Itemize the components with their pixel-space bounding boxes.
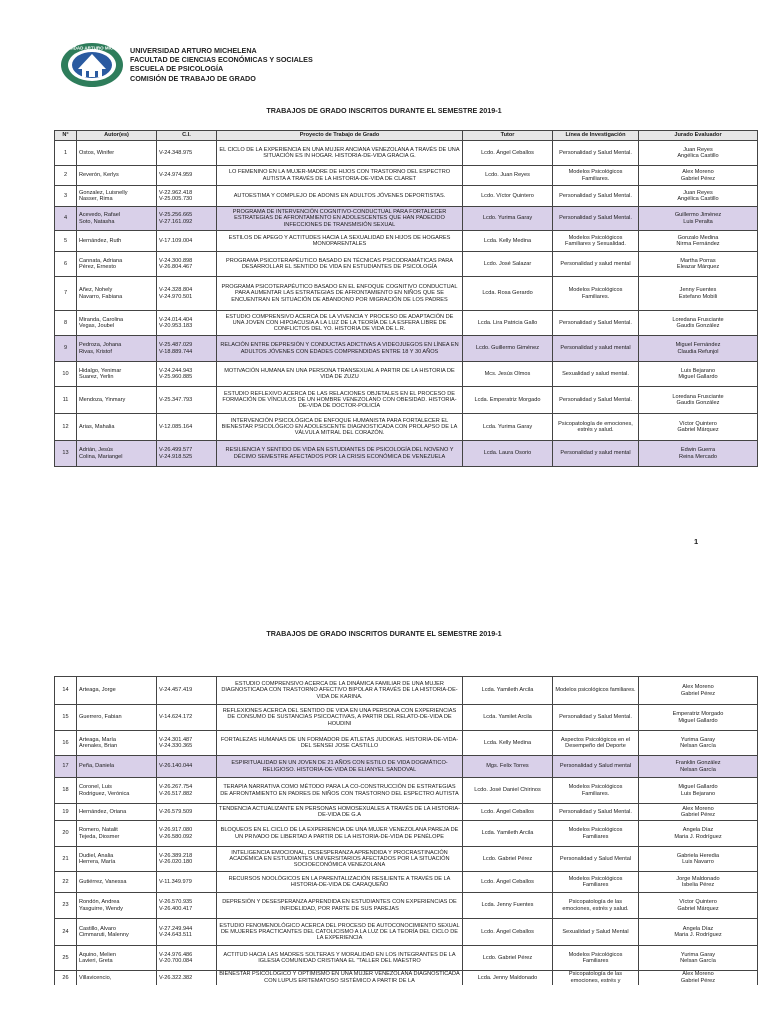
- id-cell: V-26.140.044: [157, 756, 217, 778]
- id-cell: V-24.976.486 V-20.700.084: [157, 946, 217, 971]
- author-cell: Hidalgo, Yenimar Suarez, Yerlin: [77, 362, 157, 387]
- table-row: [55, 441, 758, 467]
- row-number: 17: [55, 756, 77, 778]
- table-row: [55, 756, 758, 778]
- row-number: 16: [55, 731, 77, 756]
- tutor-cell: Lcdo. Guillermo Giménez: [463, 336, 553, 362]
- id-cell: V-25.256.665 V-27.161.092: [157, 207, 217, 231]
- row-number: 24: [55, 919, 77, 946]
- id-cell: V-25.487.029 V-18.889.744: [157, 336, 217, 362]
- row-number: 20: [55, 821, 77, 847]
- project-cell: EL CICLO DE LA EXPERIENCIA EN UNA MUJER ANCIANA VENEZOLANA A TRAVÉS DE UNA SITUACIÓN ES IN HOGAR. HISTORIA-DE-VIDA GRACIA G.: [217, 141, 463, 166]
- author-cell: Adrián, Jesús Colina, Mariangel: [77, 441, 157, 467]
- tutor-cell: Lcda. Yamilet Arcila: [463, 705, 553, 731]
- jury-cell: Víctor Quintero Gabriel Márquez: [639, 893, 758, 919]
- research-line-cell: Personalidad y Salud Mental.: [553, 705, 639, 731]
- tutor-cell: Lcdo. José Salazar: [463, 252, 553, 277]
- table-row: [55, 414, 758, 441]
- research-line-cell: Modelos Psicológicos Familiares y Sexualidad.: [553, 231, 639, 252]
- jury-cell: Alex Moreno Gabriel Pérez: [639, 166, 758, 186]
- table-row: [55, 893, 758, 919]
- author-cell: Romero, Natalit Tejeda, Diosmer: [77, 821, 157, 847]
- jury-cell: Angela Díaz Maria J. Rodríguez: [639, 821, 758, 847]
- row-number: 21: [55, 847, 77, 872]
- author-cell: Mendoza, Yinmary: [77, 387, 157, 414]
- institution-header: [52, 42, 620, 92]
- commission-name: COMISIÓN DE TRABAJO DE GRADO: [130, 73, 256, 83]
- row-number: 1: [55, 141, 77, 166]
- jury-cell: Miguel Fernández Claudia Refunjol: [639, 336, 758, 362]
- tutor-cell: Lcdo. Víctor Quintero: [463, 186, 553, 207]
- col-header-number: N°: [55, 131, 77, 141]
- research-line-cell: Psicopatología de las emociones, estrés y: [553, 971, 639, 985]
- table-row: [55, 847, 758, 872]
- table-row: [55, 336, 758, 362]
- tutor-cell: Mgs. Felix Torres: [463, 756, 553, 778]
- author-cell: Arias, Mahalia: [77, 414, 157, 441]
- id-cell: V-22.962.418 V-25.005.730: [157, 186, 217, 207]
- id-cell: V-25.347.793: [157, 387, 217, 414]
- table-row: [55, 166, 758, 186]
- research-line-cell: Personalidad y Salud Mental.: [553, 804, 639, 821]
- tutor-cell: Lcda. Laura Osorio: [463, 441, 553, 467]
- jury-cell: Juan Reyes Angélica Castillo: [639, 141, 758, 166]
- jury-cell: Loredana Frusciante Gaudis González: [639, 311, 758, 336]
- table-row: [55, 186, 758, 207]
- project-cell: INTERVENCIÓN PSICOLÓGICA DE ENFOQUE HUMANISTA PARA FORTALECER EL BIENESTAR PSICOLÓGICO EN ADOLESCENTE DIAGNOSTICADA CON PROLAPSO DE LA VÁLVULA MITRAL DEL CORAZÓN.: [217, 414, 463, 441]
- research-line-cell: Sexualidad y salud mental.: [553, 362, 639, 387]
- table-row: [55, 804, 758, 821]
- logo-text: UNIVERSIDAD ARTURO MICHELENA: [52, 45, 132, 51]
- id-cell: V-26.917.080 V-26.580.092: [157, 821, 217, 847]
- table-row: [55, 971, 758, 985]
- table-row: [55, 311, 758, 336]
- jury-cell: Emperatriz Morgado Miguel Gallardo: [639, 705, 758, 731]
- research-line-cell: Personalidad y Salud mental: [553, 756, 639, 778]
- tutor-cell: Lcda. Yamileth Arcila: [463, 677, 553, 705]
- author-cell: Cannata, Adriana Pérez, Ernesto: [77, 252, 157, 277]
- row-number: 4: [55, 207, 77, 231]
- research-line-cell: Modelos Psicológicos Familiares: [553, 872, 639, 893]
- thesis-table-page2: [54, 676, 758, 985]
- id-cell: V-11.349.979: [157, 872, 217, 893]
- tutor-cell: Lcda. Jenny Fuentes: [463, 893, 553, 919]
- id-cell: V-12.085.164: [157, 414, 217, 441]
- research-line-cell: Modelos Psicológicos Familiares.: [553, 277, 639, 311]
- tutor-cell: Lcda. Kelly Medina: [463, 731, 553, 756]
- author-cell: Ostos, Winifer: [77, 141, 157, 166]
- research-line-cell: Personalidad y Salud Mental.: [553, 141, 639, 166]
- row-number: 18: [55, 778, 77, 804]
- project-cell: TENDENCIA ACTUALIZANTE EN PERSONAS HOMOSEXUALES A TRAVÉS DE LA HISTORIA-DE-VIDA DE G.A: [217, 804, 463, 821]
- table-row: [55, 387, 758, 414]
- project-cell: FORTALEZAS HUMANAS DE UN FORMADOR DE ATLETAS JUDOKAS. HISTORIA-DE-VIDA-DEL SENSEI JOSE CASTILLO: [217, 731, 463, 756]
- research-line-cell: Aspectos Psicológicos en el Desempeño del Deporte: [553, 731, 639, 756]
- id-cell: V-17.109.004: [157, 231, 217, 252]
- row-number: 11: [55, 387, 77, 414]
- row-number: 23: [55, 893, 77, 919]
- jury-cell: Luis Bejarano Miguel Gallardo: [639, 362, 758, 387]
- project-cell: BIENESTAR PSICOLÓGICO Y OPTIMISMO EN UNA MUJER VENEZOLANA DIAGNOSTICADA CON LUPUS ERITEMATOSO SISTÉMICO A PARTIR DE LA: [217, 971, 463, 985]
- research-line-cell: Personalidad y Salud Mental.: [553, 186, 639, 207]
- table-row: [55, 277, 758, 311]
- project-cell: TERAPIA NARRATIVA COMO MÉTODO PARA LA CO-CONSTRUCCIÓN DE ESTRATEGIAS DE AFRONTAMIENTO EN PADRES DE NIÑOS CON TRASTORNO DEL ESPECTRO AUTISTA: [217, 778, 463, 804]
- table-row: [55, 705, 758, 731]
- tutor-cell: Lcdo. Ángel Ceballos: [463, 804, 553, 821]
- id-cell: V-24.328.804 V-24.970.501: [157, 277, 217, 311]
- jury-cell: Alex Moreno Gabriel Pérez: [639, 677, 758, 705]
- project-cell: PROGRAMA PSICOTERAPÉUTICO BASADO EN TÉCNICAS PSICODRAMÁTICAS PARA DESARROLLAR EL SENTIDO DE VIDA EN ESTUDIANTES DE PSICOLOGÍA: [217, 252, 463, 277]
- id-cell: V-27.249.944 V-24.643.511: [157, 919, 217, 946]
- project-cell: ESTUDIO REFLEXIVO ACERCA DE LAS RELACIONES OBJETALES EN EL PROCESO DE FORMACIÓN DE VÍNCULOS DE UN HOMBRE VENEZOLANO CON OBESIDAD. HISTORIA-DE-VIDA DE DOCTOR-POLICÍA: [217, 387, 463, 414]
- jury-cell: Angela Díaz Maria J. Rodríguez: [639, 919, 758, 946]
- tutor-cell: Lcdo. José Daniel Chirinos: [463, 778, 553, 804]
- project-cell: PROGRAMA PSICOTERAPÉUTICO BASADO EN EL ENFOQUE COGNITIVO CONDUCTUAL PARA AUMENTAR LAS ESTRATEGIAS DE AFRONTAMIENTO EN NIÑOS QUE SE ENCUENTRAN EN SITUACIÓN DE ABANDONO POR MIGRACIÓN DE LOS PADRES: [217, 277, 463, 311]
- table-row: [55, 677, 758, 705]
- project-cell: ESTUDIO FENOMENOLÓGICO ACERCA DEL PROCESO DE AUTOCONOCIMIENTO SEXUAL DE MUJERES PRACTICANTES DEL CATOLICISMO A LA LUZ DE LA TEORÍA DEL CICLO DE LA EXPERIENCIA: [217, 919, 463, 946]
- row-number: 2: [55, 166, 77, 186]
- research-line-cell: Personalidad y salud mental: [553, 252, 639, 277]
- tutor-cell: Lcdo. Gabriel Pérez: [463, 946, 553, 971]
- tutor-cell: Lcdo. Gabriel Pérez: [463, 847, 553, 872]
- jury-cell: Gabriela Heredia Luis Navarro: [639, 847, 758, 872]
- research-line-cell: Personalidad y Salud Mental.: [553, 207, 639, 231]
- jury-cell: Martha Porras Eleazar Márquez: [639, 252, 758, 277]
- tutor-cell: Lcda. Kelly Medina: [463, 231, 553, 252]
- id-cell: V-24.348.975: [157, 141, 217, 166]
- author-cell: Acevedo, Rafael Soto, Natasha: [77, 207, 157, 231]
- tutor-cell: Lcda. Emperatriz Morgado: [463, 387, 553, 414]
- university-logo: [52, 42, 132, 88]
- id-cell: V-24.457.419: [157, 677, 217, 705]
- id-cell: V-26.579.509: [157, 804, 217, 821]
- table-row: [55, 778, 758, 804]
- table-row: [55, 252, 758, 277]
- tutor-cell: Lcda. Lira Patricia Gallo: [463, 311, 553, 336]
- project-cell: AUTOESTIMA Y COMPLEJO DE ADONIS EN ADULTOS JÓVENES DEPORTISTAS.: [217, 186, 463, 207]
- row-number: 7: [55, 277, 77, 311]
- project-cell: INTELIGENCIA EMOCIONAL, DESESPERANZA APRENDIDA Y PROCRASTINACIÓN ACADÉMICA EN ESTUDIANTES UNIVERSITARIOS AFECTADOS POR LA SITUACIÓN SOCIOECONÓMICA VENEZOLANA: [217, 847, 463, 872]
- project-cell: BLOQUEOS EN EL CICLO DE LA EXPERIENCIA DE UNA MUJER VENEZOLANA PAREJA DE UN PRIVADO DE LIBERTAD A PARTIR DE LA HISTORIA-DE-VIDA DE PENÉLOPE: [217, 821, 463, 847]
- author-cell: Rondón, Andrea Yasguirre, Wendy: [77, 893, 157, 919]
- institution-lines: [130, 46, 313, 83]
- author-cell: Hernández, Ruth: [77, 231, 157, 252]
- project-cell: ESTUDIO COMPRENSIVO ACERCA DE LA DINÁMICA FAMILIAR DE UNA MUJER DIAGNOSTICADA CON TRASTORNO AFECTIVO BIPOLAR A TRAVÉS DE LA HISTORIA-DE-VIDA DE KARINA.: [217, 677, 463, 705]
- author-cell: Aquino, Melien Lavieri, Greta: [77, 946, 157, 971]
- author-cell: Castillo, Alvaro Cimmaruti, Malenny: [77, 919, 157, 946]
- project-cell: RECURSOS NOOLÓGICOS EN LA PARENTALIZACIÓN RESILIENTE A TRAVÉS DE LA HISTORIA-DE-VIDA DE CARAQUEÑO: [217, 872, 463, 893]
- research-line-cell: Sexualidad y Salud Mental: [553, 919, 639, 946]
- jury-cell: Edwin Guerra Reina Mercado: [639, 441, 758, 467]
- row-number: 15: [55, 705, 77, 731]
- jury-cell: Alex Moreno Gabriel Pérez: [639, 804, 758, 821]
- tutor-cell: Lcda. Yamileth Arcila: [463, 821, 553, 847]
- research-line-cell: Modelos psicológicos familiares.: [553, 677, 639, 705]
- project-cell: RESILIENCIA Y SENTIDO DE VIDA EN ESTUDIANTES DE PSICOLOGÍA DEL NOVENO Y DÉCIMO SEMESTRE AFECTADOS POR LA CRISIS ECONÓMICA DE VENEZUELA: [217, 441, 463, 467]
- row-number: 13: [55, 441, 77, 467]
- row-number: 10: [55, 362, 77, 387]
- page-number: 1: [694, 537, 699, 546]
- col-header-research-line: Línea de Investigación: [553, 131, 639, 141]
- author-cell: Gonzalez, Luisnelly Nasser, Rima: [77, 186, 157, 207]
- jury-cell: Miguel Gallardo Luis Bejarano: [639, 778, 758, 804]
- table-row: [55, 872, 758, 893]
- research-line-cell: Modelos Psicológicos Familiares.: [553, 778, 639, 804]
- jury-cell: Yurima Garay Nelsan García: [639, 946, 758, 971]
- tutor-cell: Lcdo. Ángel Ceballos: [463, 919, 553, 946]
- id-cell: V-26.499.577 V-24.918.525: [157, 441, 217, 467]
- table-row: [55, 731, 758, 756]
- author-cell: Coronel, Luis Rodriguez, Verónica: [77, 778, 157, 804]
- row-number: 25: [55, 946, 77, 971]
- page-title-2: TRABAJOS DE GRADO INSCRITOS DURANTE EL SEMESTRE 2019-1: [266, 629, 502, 638]
- jury-cell: Juan Reyes Angélica Castillo: [639, 186, 758, 207]
- research-line-cell: Personalidad y Salud Mental: [553, 847, 639, 872]
- table-row: [55, 946, 758, 971]
- author-cell: Añez, Nohely Navarro, Fabiana: [77, 277, 157, 311]
- jury-cell: Víctor Quintero Gabriel Márquez: [639, 414, 758, 441]
- col-header-tutor: Tutor: [463, 131, 553, 141]
- id-cell: V-24.014.404 V-20.953.183: [157, 311, 217, 336]
- author-cell: Dudiel, Analia Herrera, María: [77, 847, 157, 872]
- research-line-cell: Personalidad y Salud Mental.: [553, 311, 639, 336]
- research-line-cell: Personalidad y salud mental: [553, 441, 639, 467]
- jury-cell: Gonzalo Medina Nirma Fernández: [639, 231, 758, 252]
- jury-cell: Guillermo Jiménez Luis Peralta: [639, 207, 758, 231]
- project-cell: PROGRAMA DE INTERVENCIÓN COGNITIVO-CONDUCTUAL PARA FORTALECER ESTRATEGIAS DE AFRONTAMIENTO EN ADOLESCENTES QUE HAN PADECIDO INFECCIONES DE TRANSMISIÓN SEXUAL: [217, 207, 463, 231]
- row-number: 12: [55, 414, 77, 441]
- author-cell: Hernández, Oriana: [77, 804, 157, 821]
- research-line-cell: Modelos Psicológicos Familiares.: [553, 166, 639, 186]
- research-line-cell: Personalidad y Salud Mental.: [553, 387, 639, 414]
- project-cell: DEPRESIÓN Y DESESPERANZA APRENDIDA EN ESTUDIANTES CON EXPERIENCIAS DE INFIDELIDAD, POR PARTE DE SUS PAREJAS: [217, 893, 463, 919]
- id-cell: V-24.301.487 V-24.330.365: [157, 731, 217, 756]
- table-row: [55, 231, 758, 252]
- author-cell: Arteaga, María Arenales, Brian: [77, 731, 157, 756]
- project-cell: RELACIÓN ENTRE DEPRESIÓN Y CONDUCTAS ADICTIVAS A VIDEOJUEGOS EN LÍNEA EN ADULTOS JÓVENES CON EDADES COMPRENDIDAS ENTRE 18 Y 30 AÑOS: [217, 336, 463, 362]
- table-header-row: [55, 131, 758, 141]
- table-row: [55, 141, 758, 166]
- author-cell: Pedroza, Johana Rivas, Kristof: [77, 336, 157, 362]
- table-row: [55, 919, 758, 946]
- research-line-cell: Psicopatología de las emociones, estrés y salud.: [553, 893, 639, 919]
- jury-cell: Franklin González Nelsan García: [639, 756, 758, 778]
- id-cell: V-24.244.943 V-25.960.885: [157, 362, 217, 387]
- tutor-cell: Lcdo. Juan Reyes: [463, 166, 553, 186]
- row-number: 5: [55, 231, 77, 252]
- row-number: 9: [55, 336, 77, 362]
- project-cell: ESPIRITUALIDAD EN UN JOVEN DE 21 AÑOS CON ESTILO DE VIDA DOGMÁTICO-RELIGIOSO. HISTORIA-DE-VIDA DE ELIANYEL SANDOVAL: [217, 756, 463, 778]
- id-cell: V-24.974.959: [157, 166, 217, 186]
- table-row: [55, 207, 758, 231]
- university-name: UNIVERSIDAD ARTURO MICHELENA: [130, 46, 257, 55]
- col-header-jury: Jurado Evaluador: [639, 131, 758, 141]
- author-cell: Guerrero, Fabian: [77, 705, 157, 731]
- jury-cell: Alex Moreno Gabriel Pérez: [639, 971, 758, 985]
- research-line-cell: Modelos Psicológicos Familiares: [553, 821, 639, 847]
- row-number: 22: [55, 872, 77, 893]
- page-title: TRABAJOS DE GRADO INSCRITOS DURANTE EL SEMESTRE 2019-1: [266, 106, 502, 115]
- project-cell: MOTIVACIÓN HUMANA EN UNA PERSONA TRANSEXUAL A PARTIR DE LA HISTORIA DE VIDA DE ZUZU: [217, 362, 463, 387]
- jury-cell: Yurima Garay Nelsan García: [639, 731, 758, 756]
- id-cell: V-26.389.218 V-26.020.180: [157, 847, 217, 872]
- author-cell: Peña, Daniela: [77, 756, 157, 778]
- col-header-id: C.I.: [157, 131, 217, 141]
- tutor-cell: Lcda. Rosa Gerardo: [463, 277, 553, 311]
- jury-cell: Jenny Fuentes Estefano Mobili: [639, 277, 758, 311]
- id-cell: V-24.300.898 V-26.804.467: [157, 252, 217, 277]
- author-cell: Miranda, Carolina Vegas, Joubel: [77, 311, 157, 336]
- row-number: 6: [55, 252, 77, 277]
- table-row: [55, 362, 758, 387]
- project-cell: ESTILOS DE APEGO Y ACTITUDES HACIA LA SEXUALIDAD EN HIJOS DE HOGARES MONOPARENTALES: [217, 231, 463, 252]
- id-cell: V-26.267.754 V-26.517.882: [157, 778, 217, 804]
- col-header-author: Autor(es): [77, 131, 157, 141]
- research-line-cell: Psicopatología de emociones, estrés y salud.: [553, 414, 639, 441]
- id-cell: V-26.322.382: [157, 971, 217, 985]
- tutor-cell: Lcda. Jenny Maldonado: [463, 971, 553, 985]
- tutor-cell: Lcdo. Ángel Ceballos: [463, 872, 553, 893]
- row-number: 3: [55, 186, 77, 207]
- row-number: 14: [55, 677, 77, 705]
- author-cell: Reverón, Kerlys: [77, 166, 157, 186]
- tutor-cell: Lcdo. Yurima Garay: [463, 207, 553, 231]
- row-number: 19: [55, 804, 77, 821]
- project-cell: LO FEMENINO EN LA MUJER-MADRE DE HIJOS CON TRASTORNO DEL ESPECTRO AUTISTA A TRAVÉS DE LA HISTORIA-DE-VIDA DE CLARET: [217, 166, 463, 186]
- project-cell: ESTUDIO COMPRENSIVO ACERCA DE LA VIVENCIA Y PROCESO DE ADAPTACIÓN DE UNA JOVEN CON HIPOACUSIA A LA LUZ DE LA TEORÍA DE LA ESFERA LIBRE DE CONFLICTOS DEL YO. HISTORIA DE VIDA DE L.R.: [217, 311, 463, 336]
- project-cell: REFLEXIONES ACERCA DEL SENTIDO DE VIDA EN UNA PERSONA CON EXPERIENCIAS DE CONSUMO DE SUSTANCIAS PSICOACTIVAS, A PARTIR DEL RELATO-DE-VIDA DE HOUDINI: [217, 705, 463, 731]
- row-number: 26: [55, 971, 77, 985]
- research-line-cell: Personalidad y salud mental: [553, 336, 639, 362]
- id-cell: V-14.624.172: [157, 705, 217, 731]
- faculty-name: FACULTAD DE CIENCIAS ECONÓMICAS Y SOCIALES: [130, 55, 313, 65]
- id-cell: V-26.570.935 V-26.400.417: [157, 893, 217, 919]
- tutor-cell: Lcda. Yurima Garay: [463, 414, 553, 441]
- author-cell: Villavicencio,: [77, 971, 157, 985]
- row-number: 8: [55, 311, 77, 336]
- table-row: [55, 821, 758, 847]
- jury-cell: Loredana Frusciante Gaudis González: [639, 387, 758, 414]
- school-name: ESCUELA DE PSICOLOGÍA: [130, 64, 224, 74]
- jury-cell: Jorge Maldonado Isbelia Pérez: [639, 872, 758, 893]
- tutor-cell: Mcs. Jesús Olmos: [463, 362, 553, 387]
- tutor-cell: Lcdo. Ángel Ceballos: [463, 141, 553, 166]
- thesis-table-page1: [54, 130, 758, 467]
- project-cell: ACTITUD HACIA LAS MADRES SOLTERAS Y MORALIDAD EN LOS INTEGRANTES DE LA IGLESIA COMUNIDAD CRISTIANA EL "TALLER DEL MAESTRO: [217, 946, 463, 971]
- research-line-cell: Modelos Psicológicos Familiares: [553, 946, 639, 971]
- author-cell: Arteaga, Jorge: [77, 677, 157, 705]
- author-cell: Gutiérrez, Vanessa: [77, 872, 157, 893]
- col-header-project: Proyecto de Trabajo de Grado: [217, 131, 463, 141]
